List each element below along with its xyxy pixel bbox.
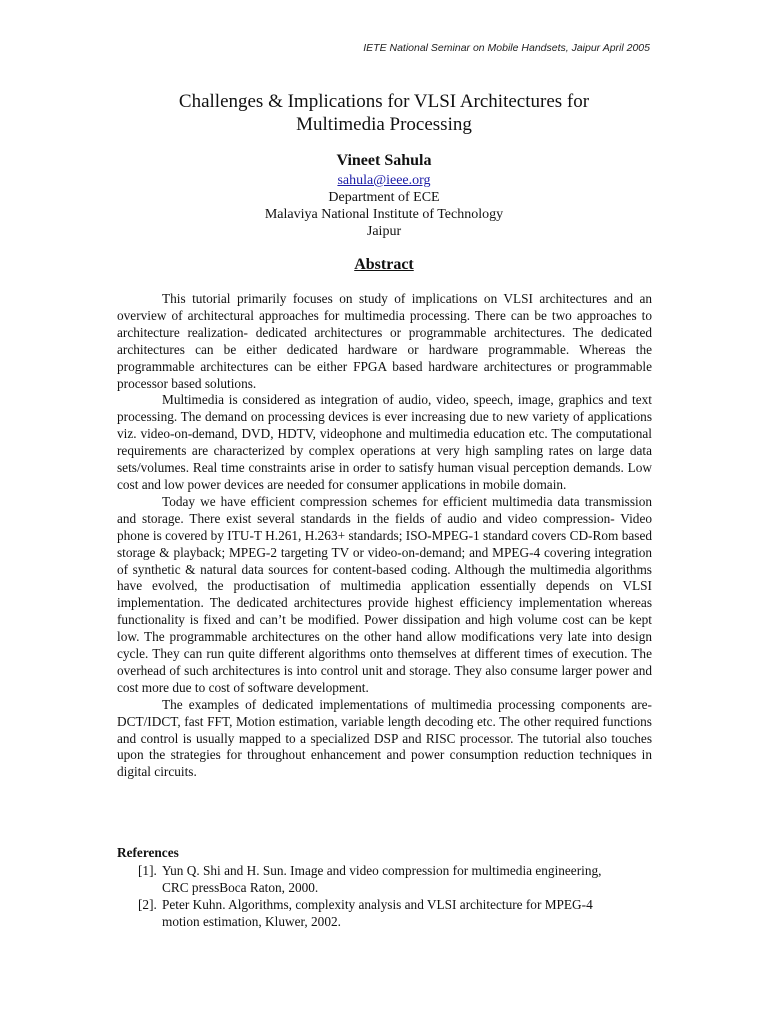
conference-header: IETE National Seminar on Mobile Handsets, Jaipur April 2005 — [363, 42, 650, 54]
reference-item — [138, 862, 613, 896]
reference-text: Yun Q. Shi and H. Sun. Image and video compression for multimedia engineering, CRC pressBoca Raton, 2000. — [162, 863, 602, 895]
abstract-paragraph-4: The examples of dedicated implementations of multimedia processing components are- DCT/IDCT, fast FFT, Motion estimation, variable length decoding etc. The other required functions and control is usually mapped to a specialized DSP and RISC processor. The tutorial also touches upon the strategies for throughout enhancement and power consumption reduction techniques in digital circuits. — [117, 696, 652, 780]
reference-text: Peter Kuhn. Algorithms, complexity analysis and VLSI architecture for MPEG-4 motion estimation, Kluwer, 2002. — [162, 897, 593, 929]
author-email-link[interactable]: sahula@ieee.org — [337, 173, 431, 188]
reference-number: [1]. — [138, 863, 157, 878]
abstract-body — [117, 291, 652, 781]
abstract-paragraph-3: Today we have efficient compression schemes for efficient multimedia data transmission and storage. There exist several standards in the fields of audio and video compression- Video phone is covered by ITU-T H.261, H.263+ standards; ISO-MPEG-1 standard covers CD-Rom based storage & playback; MPEG-2 targeting TV or video-on-demand; and MPEG-4 covering integration of synthetic & natural data sources for content-based coding. Although the multimedia algorithms have evolved, the productisation of multimedia application essentially depends on VLSI implementation. The dedicated architectures provide highest efficiency implementation whereas functionality is fixed and can’t be modified. Power dissipation and high volume cost can be kept low. The programmable architectures on the other hand allow modifications very late into design cycle. They can run quite different algorithms onto themselves at different times of execution. The overhead of such architectures is into control unit and storage. They also consume larger power and cost more due to cost of software development. — [117, 493, 652, 695]
reference-item — [138, 896, 613, 930]
paper-title — [0, 90, 768, 136]
title-line-1: Challenges & Implications for VLSI Architectures for — [178, 91, 590, 112]
references-list — [138, 862, 613, 930]
author-department: Department of ECE — [328, 190, 440, 205]
author-name: Vineet Sahula — [336, 152, 432, 169]
abstract-paragraph-2: Multimedia is considered as integration of audio, video, speech, image, graphics and text processing. The demand on processing devices is ever increasing due to new variety of applications viz. video-on-demand, DVD, HDTV, videophone and multimedia education etc. The computational requirements are characterized by complex operations at very high sampling rates on large data sets/volumes. Real time constraints arise in order to satisfy human visual perception demands. Low cost and low power devices are needed for consumer applications in mobile domain. — [117, 392, 652, 492]
author-city: Jaipur — [366, 224, 402, 239]
references-heading: References — [117, 845, 179, 860]
title-line-2: Multimedia Processing — [296, 114, 472, 135]
author-institute: Malaviya National Institute of Technology — [264, 207, 504, 222]
reference-number: [2]. — [138, 897, 157, 912]
abstract-paragraph-1: This tutorial primarily focuses on study of implications on VLSI architectures and an overview of architectural approaches for multimedia processing. There can be two approaches to architecture realization- dedicated architectures or programmable architectures. The dedicated architectures can be either dedicated hardware or hardware programmable. Whereas the programmable architectures can be either FPGA based hardware architectures or programmable processor based solutions. — [117, 291, 652, 391]
abstract-heading: Abstract — [354, 256, 414, 273]
author-block — [0, 150, 768, 240]
